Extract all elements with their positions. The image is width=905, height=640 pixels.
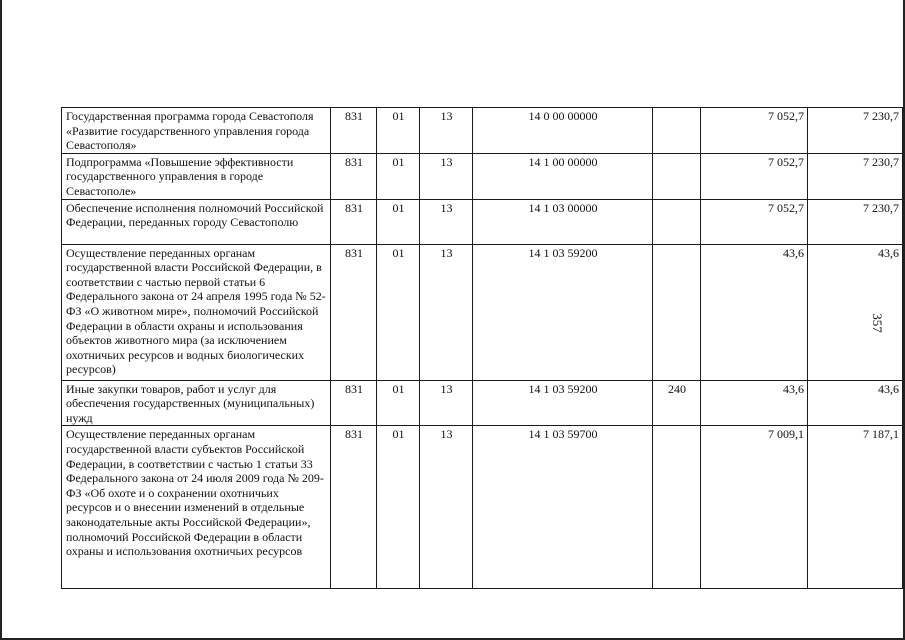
sum-year-1: 7 009,1 xyxy=(701,426,808,589)
table-row xyxy=(62,426,903,589)
sum-year-2: 43,6 xyxy=(808,244,903,380)
subsection-code: 13 xyxy=(420,108,473,154)
subsection-code: 13 xyxy=(420,244,473,380)
ministry-code: 831 xyxy=(331,108,377,154)
section-code: 01 xyxy=(377,380,420,426)
row-name: Осуществление переданных органам государственной власти субъектов Российской Федерации, в соответствии с частью 1 статьи 33 Федерального закона от 24 июля 2009 года № 209-ФЗ «Об охоте и о сохранении охотничьих ресурсов и о внесении изменений в отдельные законодательные акты Российской Федерации», полномочий Российской Федерации в области охраны и использования охотничьих ресурсов xyxy=(62,426,331,589)
sum-year-2: 43,6 xyxy=(808,380,903,426)
expense-type xyxy=(653,426,701,589)
sum-year-1: 43,6 xyxy=(701,244,808,380)
row-name: Подпрограмма «Повышение эффективности государственного управления в городе Севастополе» xyxy=(62,153,331,199)
expense-type xyxy=(653,153,701,199)
sum-year-2: 7 230,7 xyxy=(808,153,903,199)
ministry-code: 831 xyxy=(331,153,377,199)
sum-year-1: 7 052,7 xyxy=(701,153,808,199)
sum-year-2: 7 187,1 xyxy=(808,426,903,589)
table-row xyxy=(62,380,903,426)
table-row xyxy=(62,244,903,380)
section-code: 01 xyxy=(377,108,420,154)
subsection-code: 13 xyxy=(420,153,473,199)
row-name: Государственная программа города Севастополя «Развитие государственного управления города Севастополя» xyxy=(62,108,331,154)
subsection-code: 13 xyxy=(420,199,473,244)
ministry-code: 831 xyxy=(331,244,377,380)
section-code: 01 xyxy=(377,199,420,244)
row-name: Обеспечение исполнения полномочий Российской Федерации, переданных городу Севастополю xyxy=(62,199,331,244)
target-article: 14 0 00 00000 xyxy=(473,108,653,154)
target-article: 14 1 00 00000 xyxy=(473,153,653,199)
subsection-code: 13 xyxy=(420,426,473,589)
table-row xyxy=(62,199,903,244)
target-article: 14 1 03 00000 xyxy=(473,199,653,244)
target-article: 14 1 03 59200 xyxy=(473,380,653,426)
target-article: 14 1 03 59700 xyxy=(473,426,653,589)
section-code: 01 xyxy=(377,244,420,380)
ministry-code: 831 xyxy=(331,199,377,244)
section-code: 01 xyxy=(377,426,420,589)
ministry-code: 831 xyxy=(331,380,377,426)
expense-type xyxy=(653,244,701,380)
ministry-code: 831 xyxy=(331,426,377,589)
budget-table xyxy=(61,107,903,589)
sum-year-2: 7 230,7 xyxy=(808,108,903,154)
table-row xyxy=(62,153,903,199)
row-name: Иные закупки товаров, работ и услуг для обеспечения государственных (муниципальных) нужд xyxy=(62,380,331,426)
sum-year-1: 7 052,7 xyxy=(701,199,808,244)
section-code: 01 xyxy=(377,153,420,199)
row-name: Осуществление переданных органам государственной власти Российской Федерации, в соответствии с частью первой статьи 6 Федерального закона от 24 апреля 1995 года № 52-ФЗ «О животном мире», полномочий Российской Федерации в области охраны и использования объектов животного мира (за исключением охотничьих ресурсов и водных биологических ресурсов) xyxy=(62,244,331,380)
sum-year-1: 7 052,7 xyxy=(701,108,808,154)
expense-type xyxy=(653,199,701,244)
expense-type: 240 xyxy=(653,380,701,426)
expense-type xyxy=(653,108,701,154)
page-number: 357 xyxy=(870,313,885,333)
target-article: 14 1 03 59200 xyxy=(473,244,653,380)
table-row xyxy=(62,108,903,154)
subsection-code: 13 xyxy=(420,380,473,426)
sum-year-2: 7 230,7 xyxy=(808,199,903,244)
sum-year-1: 43,6 xyxy=(701,380,808,426)
